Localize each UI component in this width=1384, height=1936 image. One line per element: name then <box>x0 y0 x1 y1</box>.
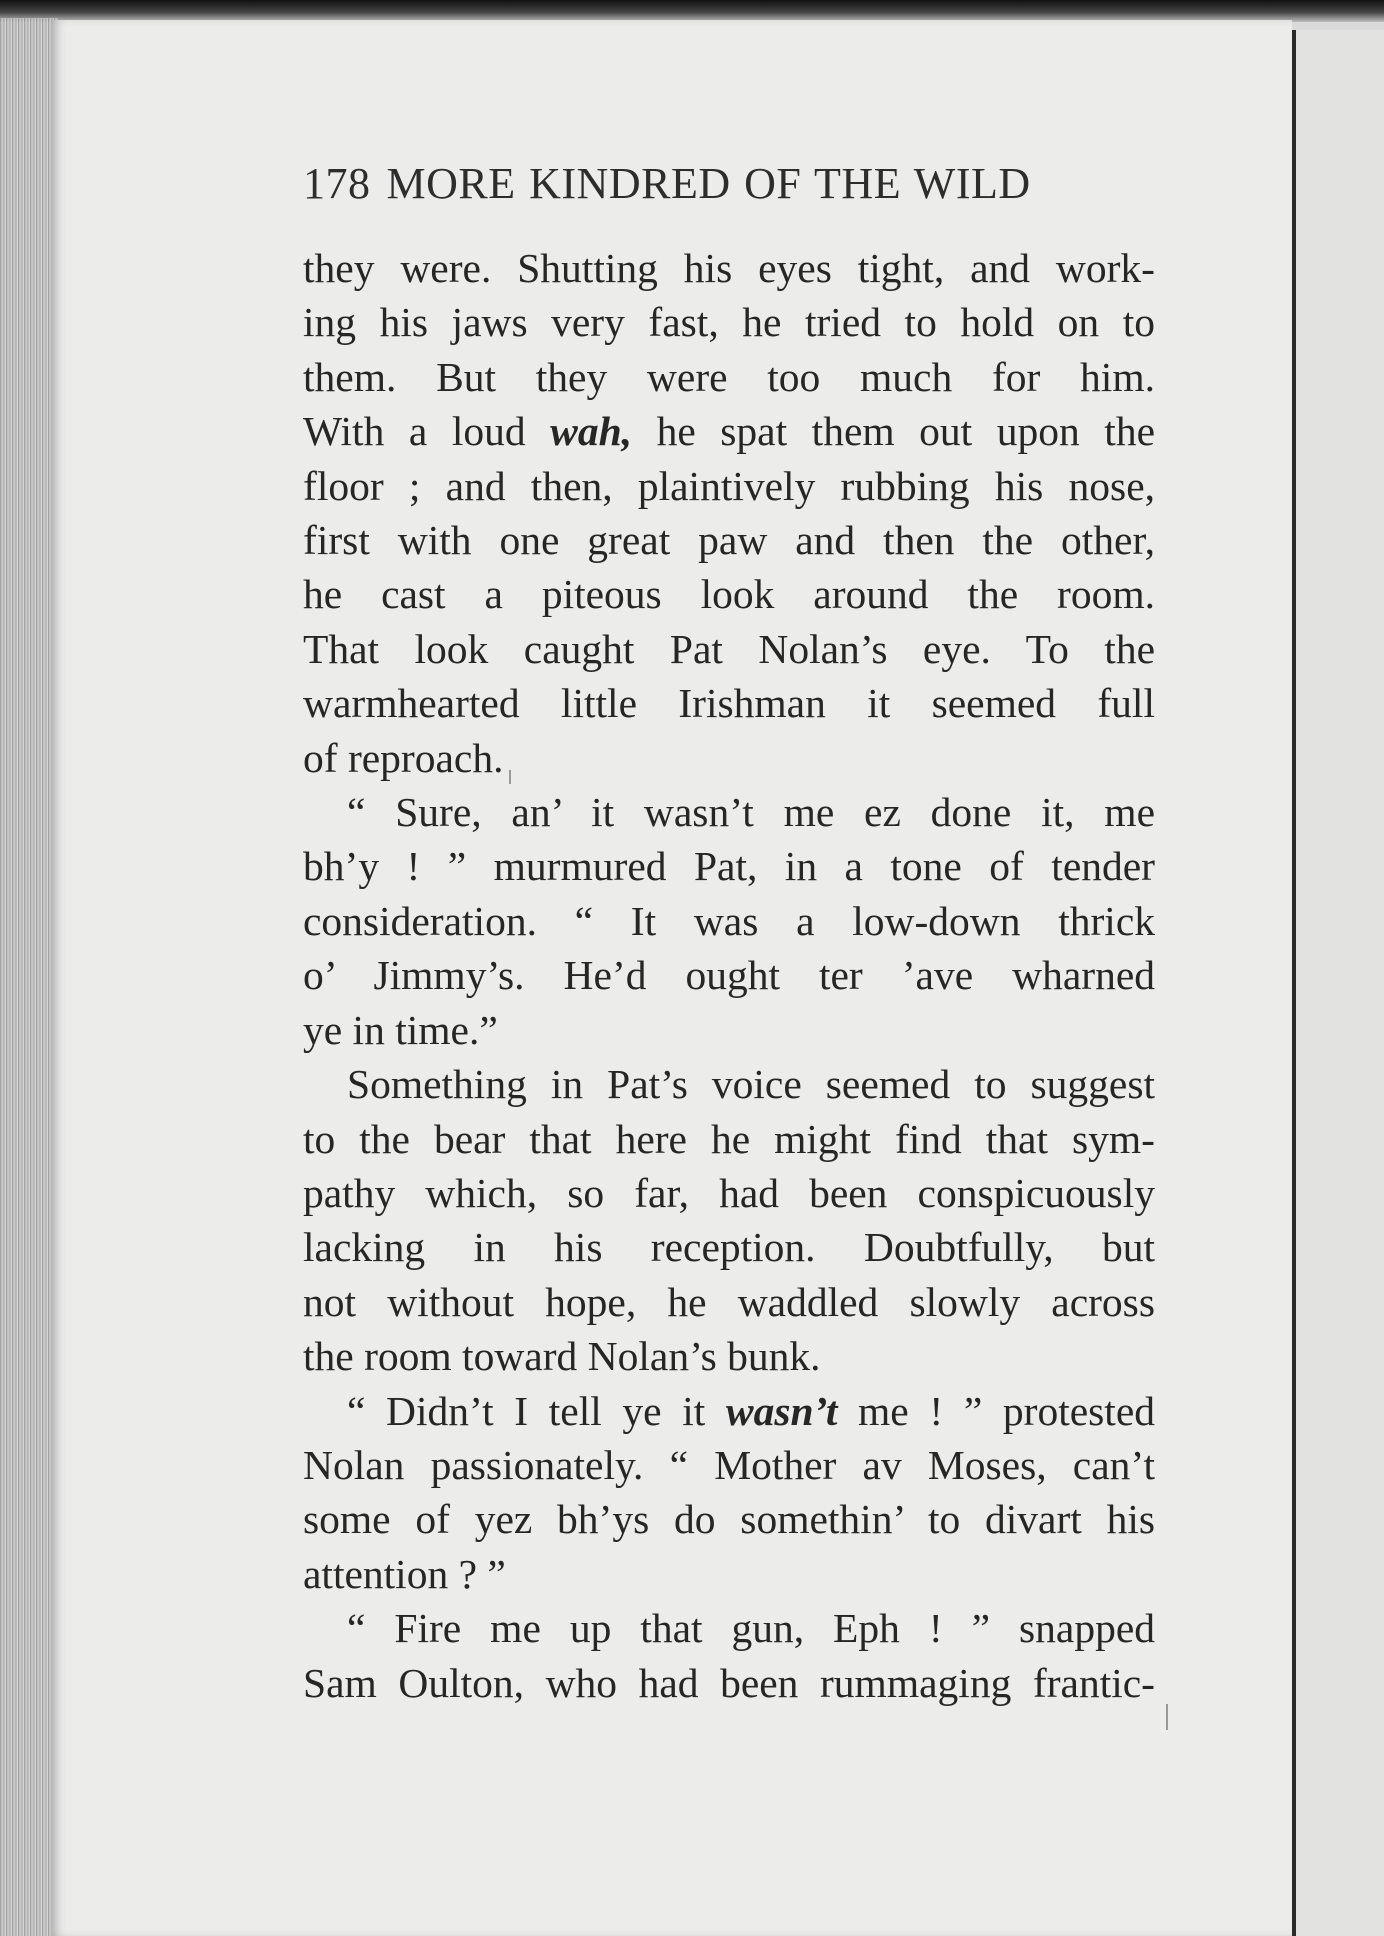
running-title: MORE KINDRED OF THE WILD <box>386 159 1031 208</box>
text-line: warmhearted little Irishman it seemed full <box>303 680 1155 727</box>
body-text <box>303 241 1155 1710</box>
page-stack-edges <box>0 18 58 1936</box>
text-line: the room toward Nolan’s bunk. <box>303 1333 821 1380</box>
text-line: attention ? ” <box>303 1550 506 1597</box>
text-line: he cast a piteous look around the room. <box>303 571 1155 618</box>
text-line: consideration. “ It was a low-down thrick <box>303 897 1155 944</box>
text-line: Something in Pat’s voice seemed to suggest <box>347 1061 1155 1108</box>
emphasis: wasn’t <box>725 1387 838 1434</box>
text-line: Nolan passionately. “ Mother av Moses, can’t <box>303 1441 1155 1488</box>
text-line: some of yez bh’ys do somethin’ to divart his <box>303 1496 1155 1543</box>
text-line: lacking in his reception. Doubtfully, but <box>303 1224 1155 1271</box>
page-number: 178 <box>303 159 371 208</box>
facing-page-edge <box>1292 30 1384 1936</box>
text-line: “ Didn’t I tell ye it wasn’t me ! ” protested <box>347 1387 1155 1434</box>
scan-speck <box>509 770 511 784</box>
emphasis: wah, <box>550 408 633 455</box>
text-line: ye in time.” <box>303 1006 498 1053</box>
scan-speck <box>1166 1704 1168 1730</box>
text-line: That look caught Pat Nolan’s eye. To the <box>303 625 1155 672</box>
text-line: ing his jaws very fast, he tried to hold on to <box>303 299 1155 346</box>
text-line: With a loud wah, he spat them out upon the <box>303 408 1155 455</box>
text-line: bh’y ! ” murmured Pat, in a tone of tender <box>303 843 1155 890</box>
text-line: not without hope, he waddled slowly across <box>303 1278 1155 1325</box>
text-line: to the bear that here he might find that sym- <box>303 1115 1155 1162</box>
text-line: o’ Jimmy’s. He’d ought ter ’ave wharned <box>303 952 1155 999</box>
text-line: them. But they were too much for him. <box>303 353 1155 400</box>
text-line: floor ; and then, plaintively rubbing his nose, <box>303 462 1155 509</box>
top-edge-shadow <box>0 0 1384 22</box>
text-line: first with one great paw and then the other, <box>303 517 1155 564</box>
text-line: of reproach. <box>303 734 504 781</box>
text-line: they were. Shutting his eyes tight, and work- <box>303 245 1155 291</box>
running-header <box>303 158 1153 209</box>
text-line: “ Fire me up that gun, Eph ! ” snapped <box>347 1605 1155 1652</box>
text-line: “ Sure, an’ it wasn’t me ez done it, me <box>347 789 1155 836</box>
text-line: Sam Oulton, who had been rummaging frantic- <box>303 1659 1155 1706</box>
text-line: pathy which, so far, had been conspicuously <box>303 1169 1155 1216</box>
